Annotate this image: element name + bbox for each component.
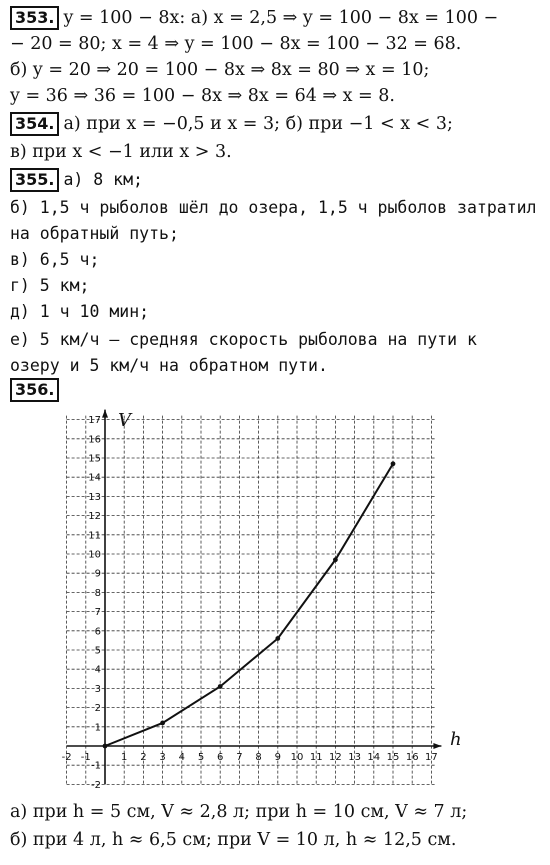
- y-tick-label: 9: [94, 568, 101, 580]
- y-tick-label: 12: [88, 511, 101, 523]
- axes: [67, 410, 442, 785]
- x-tick-label: 12: [329, 752, 342, 763]
- x-tick-label: 10: [290, 752, 304, 763]
- p355-text1: а) 8 км;: [63, 170, 143, 189]
- p356-header: [10, 378, 542, 402]
- p355-line6: д) 1 ч 10 мин;: [10, 302, 150, 321]
- p356-number: 356.: [10, 378, 59, 402]
- tick-labels: [62, 415, 438, 791]
- p356-answer2: б) при 4 л, h ≈ 6,5 см; при V = 10 л, h ≈ 12,5 см.: [10, 830, 457, 850]
- grid: [67, 416, 436, 785]
- p354-text1: а) при x = −0,5 и x = 3; б) при −1 < x < 3;: [63, 114, 453, 134]
- data-point: [275, 636, 280, 641]
- y-tick-label: 16: [88, 434, 101, 446]
- y-axis-label: V: [118, 410, 131, 431]
- p354-number: 354.: [10, 112, 59, 136]
- x-tick-label: 14: [367, 752, 381, 763]
- x-axis-arrow: [433, 743, 441, 749]
- p354-line2: в) при x < −1 или x > 3.: [10, 142, 232, 162]
- y-tick-label: 13: [88, 491, 101, 503]
- data-point: [103, 744, 108, 749]
- y-tick-label: 7: [94, 607, 101, 619]
- y-tick-label: 3: [94, 683, 101, 695]
- y-tick-label: 17: [88, 415, 101, 427]
- p355-line3: на обратный путь;: [10, 224, 179, 243]
- p355-number: 355.: [10, 168, 59, 192]
- p353-line4: y = 36 ⇒ 36 = 100 − 8x ⇒ 8x = 64 ⇒ x = 8.: [10, 86, 395, 106]
- y-tick-label: -1: [91, 760, 101, 772]
- x-tick-label: 11: [309, 752, 323, 763]
- x-tick-label: 2: [140, 752, 147, 763]
- data-points: [103, 461, 396, 748]
- y-axis-arrow: [102, 410, 108, 418]
- x-tick-label: -2: [61, 752, 72, 763]
- x-tick-label: 1: [121, 752, 128, 763]
- x-tick-label: 7: [236, 752, 243, 763]
- data-point: [160, 721, 165, 726]
- x-tick-label: 5: [197, 752, 205, 763]
- p355-line4: в) 6,5 ч;: [10, 250, 100, 269]
- y-tick-label: -2: [91, 779, 101, 791]
- y-tick-label: 1: [94, 722, 101, 734]
- x-tick-label: 8: [255, 752, 262, 763]
- y-tick-label: 2: [94, 703, 101, 715]
- y-tick-label: 10: [88, 549, 101, 561]
- x-axis-label: h: [450, 729, 462, 750]
- y-tick-label: 15: [88, 453, 101, 465]
- p356-answer1: а) при h = 5 см, V ≈ 2,8 л; при h = 10 см, V ≈ 7 л;: [10, 802, 468, 822]
- x-tick-label: -1: [80, 752, 91, 763]
- x-tick-label: 17: [425, 752, 438, 763]
- x-tick-label: 9: [274, 752, 281, 763]
- data-point: [333, 557, 338, 562]
- p353-text1: y = 100 − 8x: а) x = 2,5 ⇒ y = 100 − 8x = 100 −: [63, 8, 499, 28]
- volume-height-graph: [60, 402, 485, 791]
- p353-line1: [10, 6, 542, 30]
- p353-line2: − 20 = 80; x = 4 ⇒ y = 100 − 8x = 100 − 32 = 68.: [10, 34, 462, 54]
- y-tick-label: 8: [94, 587, 101, 599]
- y-tick-label: 4: [94, 664, 101, 676]
- x-tick-label: 13: [348, 752, 361, 763]
- p355-line7: е) 5 км/ч — средняя скорость рыболова на пути к: [10, 330, 477, 349]
- p353-number: 353.: [10, 6, 59, 30]
- data-point: [391, 461, 396, 466]
- y-tick-label: 14: [88, 472, 101, 484]
- x-tick-label: 15: [386, 752, 400, 763]
- data-point: [218, 684, 223, 689]
- series-line: [105, 464, 393, 746]
- p353-line3: б) y = 20 ⇒ 20 = 100 − 8x ⇒ 8x = 80 ⇒ x = 10;: [10, 60, 430, 80]
- y-tick-label: 5: [94, 645, 101, 657]
- x-tick-label: 4: [178, 752, 185, 763]
- p354-line1: [10, 112, 542, 136]
- p355-line8: озеру и 5 км/ч на обратном пути.: [10, 356, 328, 375]
- y-tick-label: 11: [88, 530, 101, 542]
- p355-line5: г) 5 км;: [10, 276, 90, 295]
- x-tick-label: 3: [159, 752, 166, 763]
- x-tick-label: 16: [405, 752, 419, 763]
- p355-line2: б) 1,5 ч рыболов шёл до озера, 1,5 ч рыболов затратил: [10, 198, 537, 217]
- p355-line1: [10, 168, 542, 192]
- y-tick-label: 6: [94, 626, 101, 638]
- x-tick-label: 6: [217, 752, 224, 763]
